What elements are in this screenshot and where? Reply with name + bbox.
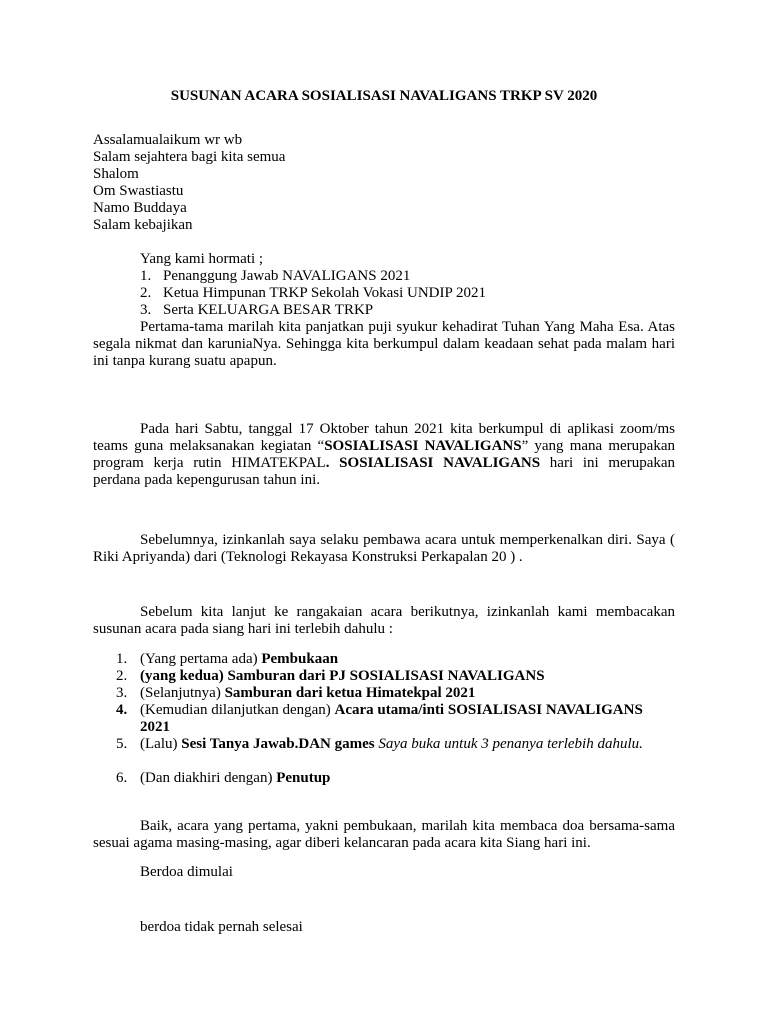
document-title: SUSUNAN ACARA SOSIALISASI NAVALIGANS TRKP SV 2020 <box>170 88 598 104</box>
paragraph-prayer: Baik, acara yang pertama, yakni pembukaan, marilah kita membaca doa bersama-sama sesuai agama masing-masing, agar diberi kelancaran pada acara kita Siang hari ini. <box>93 818 675 851</box>
greeting-line: Assalamualaikum wr wb <box>93 132 243 148</box>
list-number: 3. <box>116 685 128 701</box>
paragraph-agenda-intro: Sebelum kita lanjut ke rangakaian acara berikutnya, izinkanlah kami membacakan susunan acara pada siang hari ini terlebih dahulu : <box>93 604 675 637</box>
list-number: 4. <box>116 702 128 718</box>
text-run: (Yang pertama ada) <box>140 651 262 667</box>
list-number: 1. <box>116 651 128 667</box>
list-text: Serta KELUARGA BESAR TRKP <box>163 302 374 318</box>
paragraph-intro: Sebelumnya, izinkanlah saya selaku pembawa acara untuk memperkenalkan diri. Saya ( Riki Apriyanda) dari (Teknologi Rekayasa Konstruksi Perkapalan 20 ) . <box>93 532 675 565</box>
list-number: 3. <box>140 302 152 318</box>
agenda-item <box>116 702 676 736</box>
paragraph-opening: Pertama-tama marilah kita panjatkan puji syukur kehadirat Tuhan Yang Maha Esa. Atas segala nikmat dan karuniaNya. Sehingga kita berkumpul dalam keadaan sehat pada malam hari ini tanpa kurang suatu apapun. <box>93 319 675 369</box>
list-text: Penanggung Jawab NAVALIGANS 2021 <box>163 268 411 284</box>
agenda-item <box>116 685 676 702</box>
text-run: (Kemudian dilanjutkan dengan) <box>140 702 335 718</box>
greetings-block <box>93 132 285 234</box>
list-item <box>140 285 486 302</box>
list-number: 2. <box>140 285 152 301</box>
greeting-line: Shalom <box>93 166 139 182</box>
honor-intro: Yang kami hormati ; <box>140 251 264 267</box>
prayer-end-line: berdoa tidak pernah selesai <box>140 919 303 935</box>
honor-list <box>140 268 486 319</box>
greeting-line: Om Swastiastu <box>93 183 184 199</box>
greeting-line: Salam sejahtera bagi kita semua <box>93 149 286 165</box>
paragraph-event <box>93 421 675 489</box>
text-run: (Dan diakhiri dengan) <box>140 770 277 786</box>
agenda-item <box>116 668 676 685</box>
agenda-item <box>116 736 676 753</box>
text-run: (Lalu) <box>140 736 182 752</box>
agenda-item <box>116 770 676 787</box>
greeting-line: Namo Buddaya <box>93 200 187 216</box>
text-run-bold: Pembukaan <box>261 651 339 667</box>
list-text: Ketua Himpunan TRKP Sekolah Vokasi UNDIP 2021 <box>163 285 487 301</box>
text-run: ” yang mana merupakan program kerja rutin HIMATEKPAL <box>93 438 675 471</box>
text-run: hari ini merupakan perdana pada kepengurusan tahun ini. <box>93 455 676 488</box>
list-number: 6. <box>116 770 128 786</box>
text-run-bold: Acara utama/inti SOSIALISASI NAVALIGANS 2021 <box>140 702 643 735</box>
text-run: Pada hari Sabtu, tanggal 17 Oktober tahun 2021 kita berkumpul di aplikasi zoom/ms teams guna melaksanakan kegiatan “ <box>93 421 675 454</box>
text-run: (Selanjutnya) <box>140 685 225 701</box>
text-run-bold: Samburan dari ketua Himatekpal 2021 <box>224 685 476 701</box>
list-number: 2. <box>116 668 128 684</box>
list-item <box>140 268 486 285</box>
list-number: 5. <box>116 736 128 752</box>
text-run-bold: SOSIALISASI NAVALIGANS <box>324 438 522 454</box>
text-run-bold: (yang kedua) Samburan dari PJ SOSIALISASI NAVALIGANS <box>140 668 545 684</box>
text-run-italic: Saya buka untuk 3 penanya terlebih dahulu. <box>374 736 643 752</box>
greeting-line: Salam kebajikan <box>93 217 193 233</box>
list-number: 1. <box>140 268 152 284</box>
text-run-bold: Penutup <box>276 770 331 786</box>
prayer-start-line: Berdoa dimulai <box>140 864 233 880</box>
text-run-bold: . SOSIALISASI NAVALIGANS <box>325 455 541 471</box>
agenda-item <box>116 651 676 668</box>
list-item <box>140 302 486 319</box>
text-run-bold: Sesi Tanya Jawab.DAN games <box>181 736 375 752</box>
agenda-list <box>116 651 676 787</box>
